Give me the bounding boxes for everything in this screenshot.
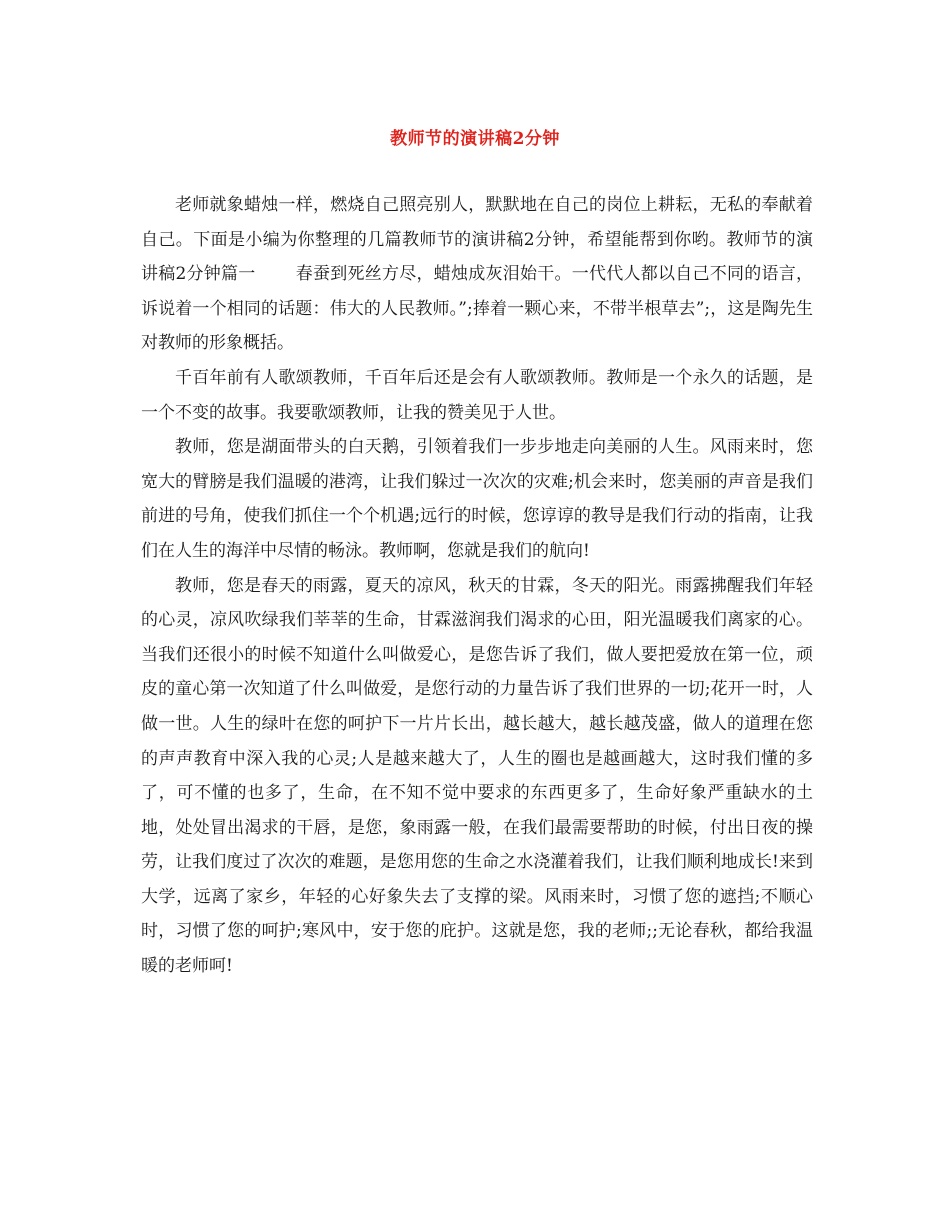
document-body bbox=[141, 188, 813, 984]
paragraph-2: 千百年前有人歌颂教师，千百年后还是会有人歌颂教师。教师是一个永久的话题，是一个不变的故事。我要歌颂教师，让我的赞美见于人世。 bbox=[141, 367, 813, 423]
paragraph-1-rest: 春蚕到死丝方尽，蜡烛成灰泪始干。一代代人都以自己不同的语言，诉说着一个相同的话题：伟大的人民教师。”;捧着一颗心来，不带半根草去”;，这是陶先生对教师的形象概括。 bbox=[141, 264, 813, 354]
paragraph-1 bbox=[141, 188, 813, 361]
paragraph-4: 教师，您是春天的雨露，夏天的凉风，秋天的甘霖，冬天的阳光。雨露拂醒我们年轻的心灵，凉风吹绿我们莘莘的生命，甘霖滋润我们渴求的心田，阳光温暖我们离家的心。当我们还很小的时候不知道什么叫做爱心，是您告诉了我们，做人要把爱放在第一位，顽皮的童心第一次知道了什么叫做爱，是您行动的力量告诉了我们世界的一切;花开一时，人做一世。人生的绿叶在您的呵护下一片片长出，越长越大，越长越茂盛，做人的道理在您的声声教育中深入我的心灵;人是越来越大了，人生的圈也是越画越大，这时我们懂的多了，可不懂的也多了，生命，在不知不觉中要求的东西更多了，生命好象严重缺水的土地，处处冒出渴求的干唇，是您，象雨露一般，在我们最需要帮助的时候，付出日夜的操劳，让我们度过了次次的难题，是您用您的生命之水浇灌着我们，让我们顺利地成长!来到大学，远离了家乡，年轻的心好象失去了支撑的梁。风雨来时，习惯了您的遮挡;不顺心时，习惯了您的呵护;寒风中，安于您的庇护。这就是您，我的老师;;无论春秋，都给我温暖的老师呵! bbox=[141, 575, 813, 977]
paragraph-1-lead: 老师就象蜡烛一样，燃烧自己照亮别人，默默地在自己的岗位上耕耘，无私的奉献着自己。下面是小编为你整理的几篇教师节的演讲稿2分钟，希望能帮到你哟。教师节的演讲稿2分钟篇一 bbox=[141, 195, 813, 285]
document-title: 教师节的演讲稿2分钟 bbox=[390, 129, 560, 149]
paragraph-3: 教师，您是湖面带头的白天鹅，引领着我们一步步地走向美丽的人生。风雨来时，您宽大的臂膀是我们温暖的港湾，让我们躲过一次次的灾难;机会来时，您美丽的声音是我们前进的号角，使我们抓住一个个机遇;远行的时候，您谆谆的教导是我们行动的指南，让我们在人生的海洋中尽情的畅泳。教师啊，您就是我们的航向! bbox=[141, 437, 813, 561]
